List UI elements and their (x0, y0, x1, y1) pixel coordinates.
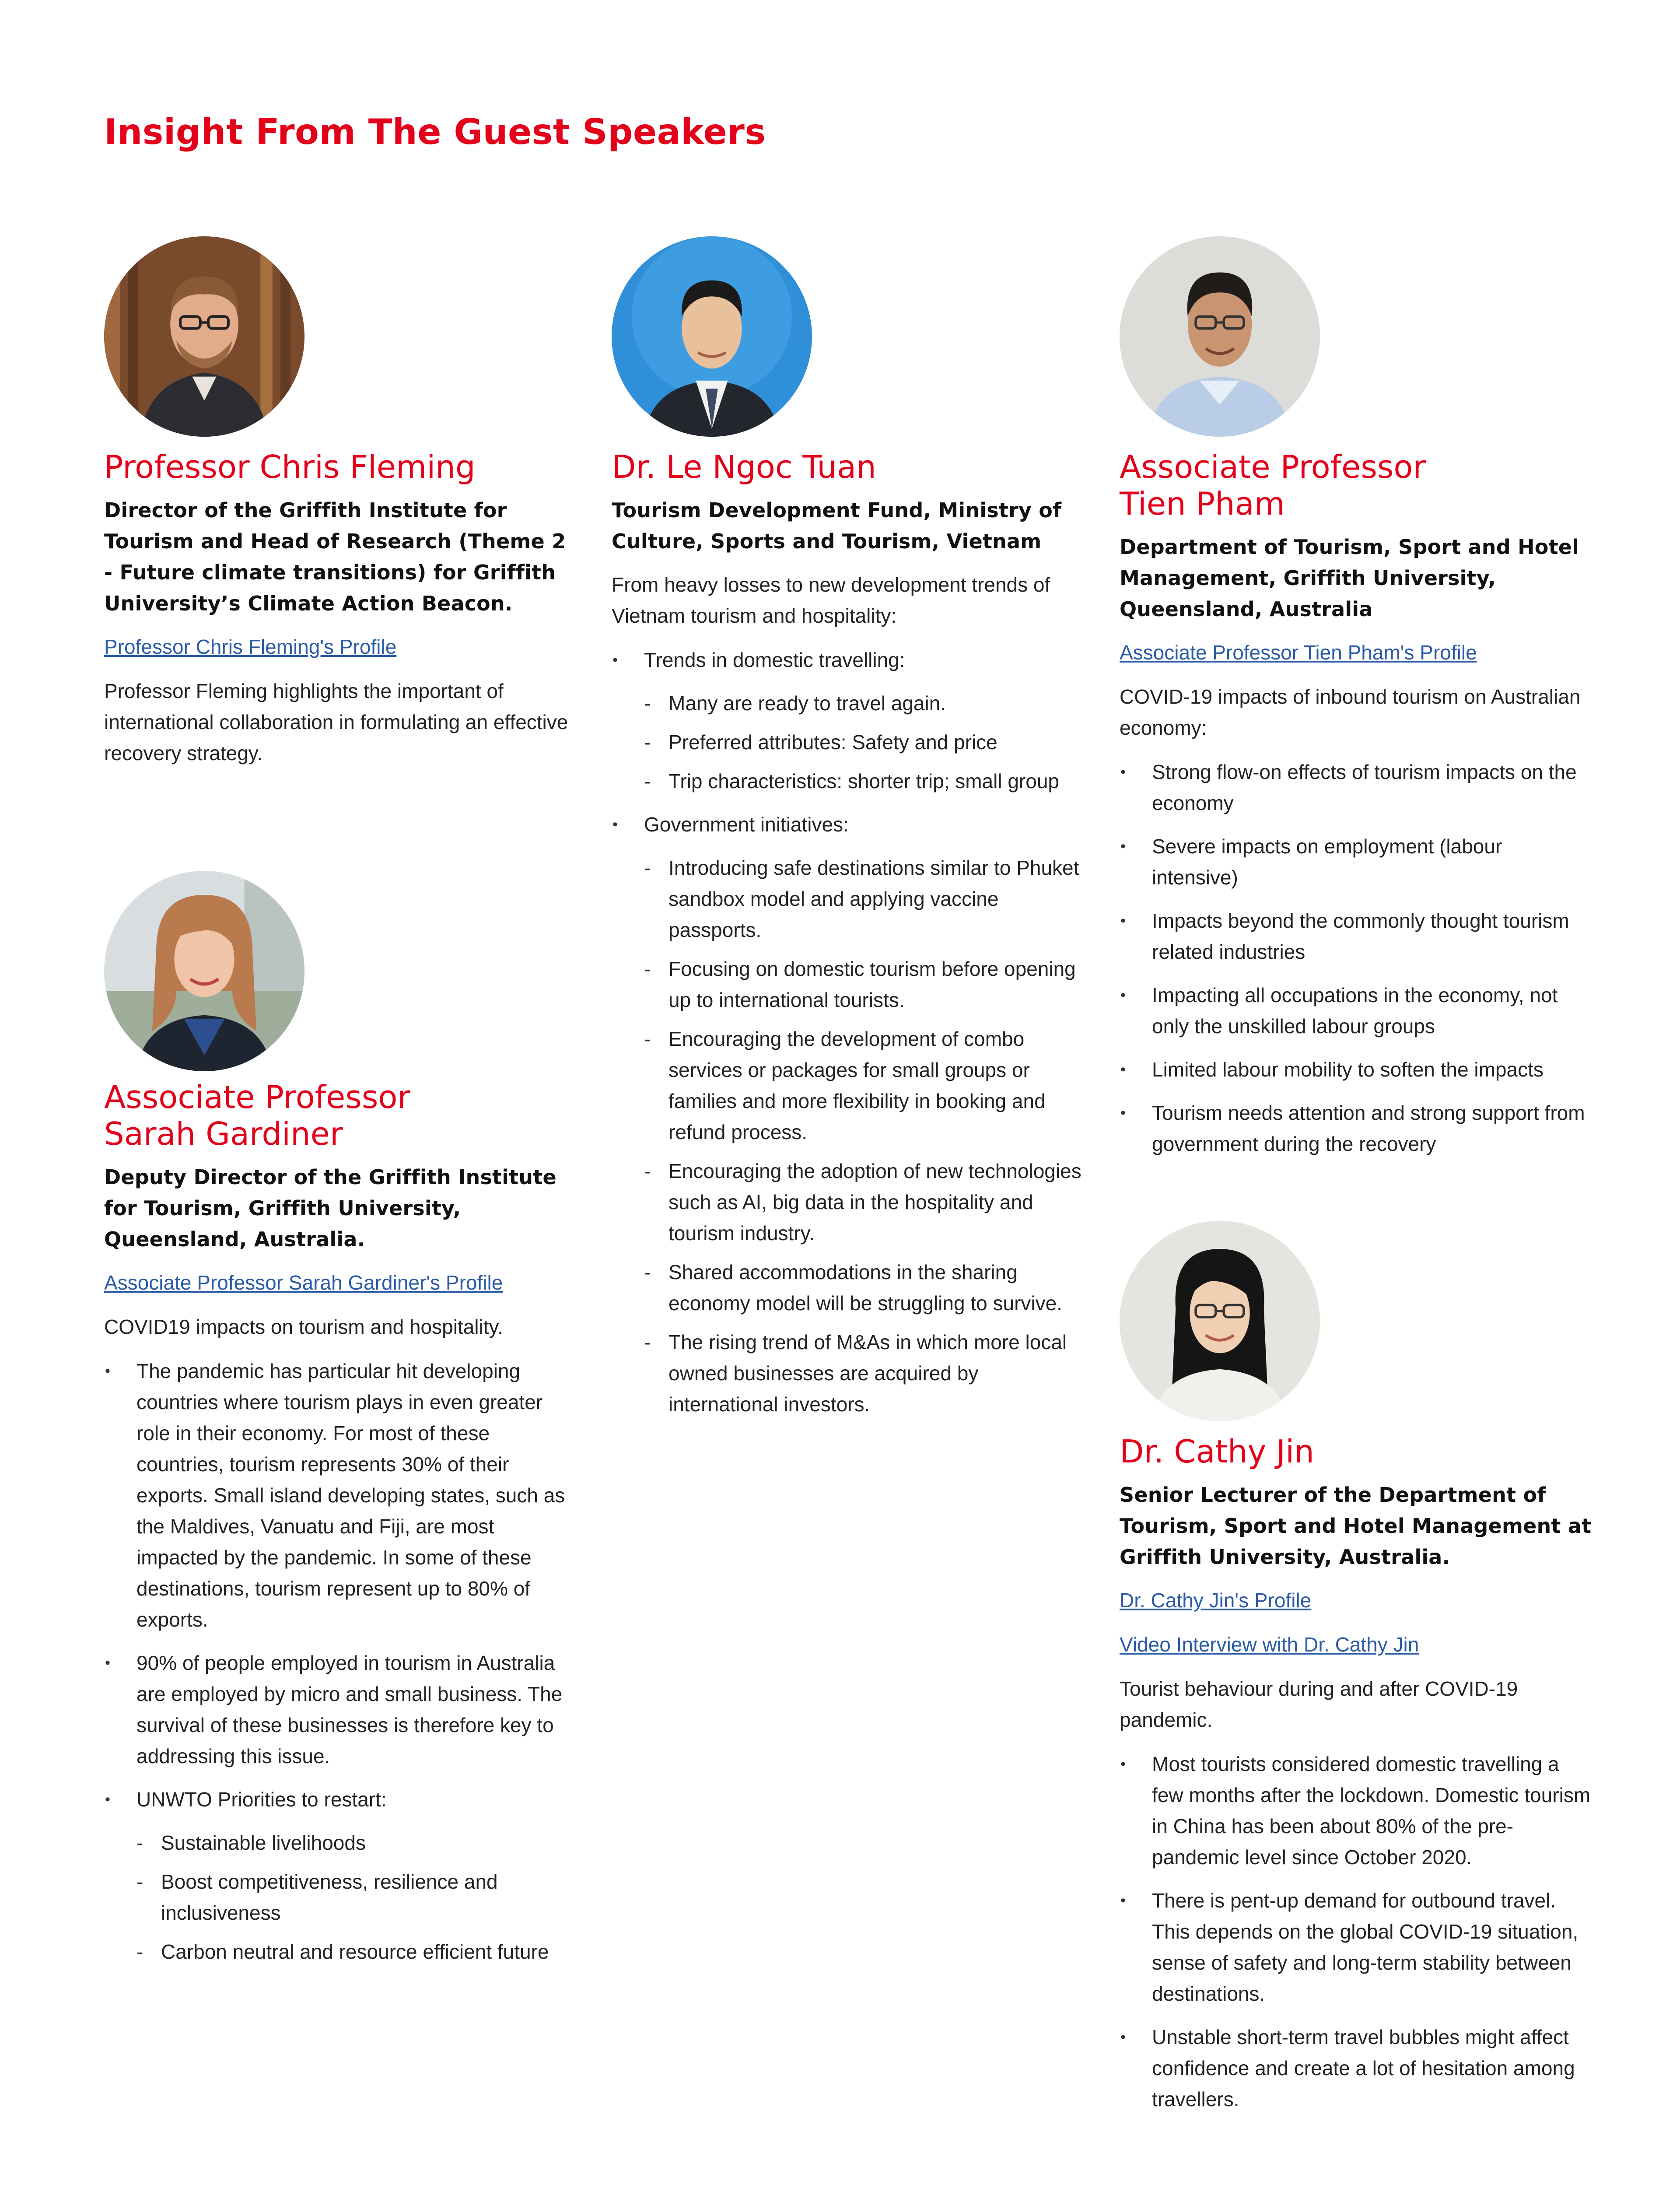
list-item: • Unstable short-term travel bubbles might affect confidence and create a lot of hesitation among travellers. (1120, 2022, 1592, 2115)
speaker-role: Deputy Director of the Griffith Institute for Tourism, Griffith University, Queensland, Australia. (104, 1165, 556, 1251)
bullet-list (1120, 1749, 1592, 2115)
list-item: • There is pent-up demand for outbound travel. This depends on the global COVID-19 situation, sense of safety and long-term stability between destinations. (1120, 1885, 1592, 2009)
list-item-text: UNWTO Priorities to restart: (136, 1788, 387, 1811)
list-item (612, 809, 1084, 1420)
speaker-name-line2: Sarah Gardiner (104, 1115, 343, 1152)
video-interview-link[interactable]: Video Interview with Dr. Cathy Jin (1120, 1633, 1419, 1656)
speaker-photo-tien-pham (1120, 236, 1320, 437)
speaker-photo-cathy-jin (1120, 1221, 1320, 1421)
list-item: • Impacting all occupations in the economy, not only the unskilled labour groups (1120, 980, 1592, 1042)
list-item: • Tourism needs attention and strong support from government during the recovery (1120, 1098, 1592, 1160)
profile-link[interactable]: Associate Professor Sarah Gardiner's Profile (104, 1271, 503, 1294)
portrait-icon (1120, 1221, 1320, 1421)
speaker-photo-le-ngoc-tuan (612, 236, 812, 437)
sub-list-item: - Carbon neutral and resource efficient future (136, 1936, 577, 1967)
list-item (104, 1784, 577, 1967)
speaker-role: Tourism Development Fund, Ministry of Culture, Sports and Tourism, Vietnam (612, 498, 1062, 553)
list-item: • Strong flow-on effects of tourism impacts on the economy (1120, 757, 1592, 819)
list-item (612, 645, 1084, 797)
profile-link[interactable]: Professor Chris Fleming's Profile (104, 635, 397, 658)
speaker-role: Department of Tourism, Sport and Hotel Management, Griffith University, Queensland, Australia (1120, 535, 1579, 621)
sub-list-item: - Introducing safe destinations similar to Phuket sandbox model and applying vaccine passports. (644, 852, 1084, 946)
speaker-card-chris-fleming (104, 449, 577, 782)
sub-list-item: - Focusing on domestic tourism before opening up to international tourists. (644, 954, 1084, 1016)
list-item: • Impacts beyond the commonly thought tourism related industries (1120, 905, 1592, 968)
list-item: • Limited labour mobility to soften the impacts (1120, 1054, 1592, 1085)
list-item-text: Trends in domestic travelling: (644, 649, 905, 671)
speaker-card-cathy-jin (1120, 1433, 1592, 2127)
speaker-name-line2: Tien Pham (1120, 485, 1285, 522)
speaker-role: Director of the Griffith Institute for Tourism and Head of Research (Theme 2 - Future climate transitions) for Griffith University’s Climate Action Beacon. (104, 498, 566, 615)
speaker-summary: Professor Fleming highlights the important of international collaboration in formulating an effective recovery strategy. (104, 680, 568, 764)
speaker-name: Dr. Le Ngoc Tuan (612, 449, 876, 485)
sub-list (644, 688, 1084, 797)
sub-list-item: - The rising trend of M&As in which more local owned businesses are acquired by international investors. (644, 1327, 1084, 1420)
speaker-name (104, 1079, 577, 1152)
speaker-intro: Tourist behaviour during and after COVID-19 pandemic. (1120, 1677, 1518, 1731)
speaker-card-tien-pham (1120, 449, 1592, 1172)
sub-list-item: - Boost competitiveness, resilience and inclusiveness (136, 1866, 577, 1929)
bullet-list (1120, 757, 1592, 1160)
portrait-icon (1120, 236, 1320, 437)
speaker-name (1120, 449, 1592, 522)
speaker-card-le-ngoc-tuan (612, 449, 1084, 1432)
list-item: • 90% of people employed in tourism in Australia are employed by micro and small business. The survival of these businesses is therefore key to addressing this issue. (104, 1648, 577, 1772)
list-item: • The pandemic has particular hit developing countries where tourism plays in even greater role in their economy. For most of these countries, tourism represents 30% of their exports. Small island developing states, such as the Maldives, Vanuatu and Fiji, are most impacted by the pandemic. In some of these destinations, tourism represent up to 80% of exports. (104, 1356, 577, 1635)
speaker-photo-chris-fleming (104, 236, 304, 437)
speaker-intro: From heavy losses to new development trends of Vietnam tourism and hospitality: (612, 573, 1050, 627)
sub-list (136, 1827, 577, 1967)
speaker-intro: COVID19 impacts on tourism and hospitality. (104, 1315, 503, 1338)
profile-link[interactable]: Associate Professor Tien Pham's Profile (1120, 641, 1477, 664)
sub-list-item: - Shared accommodations in the sharing economy model will be struggling to survive. (644, 1257, 1084, 1319)
sub-list-item: - Encouraging the adoption of new technologies such as AI, big data in the hospitality and tourism industry. (644, 1156, 1084, 1249)
portrait-icon (612, 236, 812, 437)
speaker-name-line1: Associate Professor (1120, 449, 1426, 485)
bullet-list (612, 645, 1084, 1420)
list-item: • Most tourists considered domestic travelling a few months after the lockdown. Domestic tourism in China has been about 80% of the pre-pandemic level since October 2020. (1120, 1749, 1592, 1873)
sub-list (644, 852, 1084, 1420)
portrait-icon (104, 871, 304, 1071)
speaker-role: Senior Lecturer of the Department of Tourism, Sport and Hotel Management at Griffith University, Australia. (1120, 1483, 1592, 1569)
speaker-name: Dr. Cathy Jin (1120, 1433, 1314, 1470)
speaker-card-sarah-gardiner (104, 1079, 577, 1980)
speaker-photo-sarah-gardiner (104, 871, 304, 1071)
sub-list-item: - Encouraging the development of combo services or packages for small groups or families and more flexibility in booking and refund process. (644, 1024, 1084, 1148)
sub-list-item: - Preferred attributes: Safety and price (644, 727, 1084, 758)
portrait-icon (104, 236, 304, 437)
speaker-intro: COVID-19 impacts of inbound tourism on Australian economy: (1120, 685, 1581, 739)
sub-list-item: - Trip characteristics: shorter trip; small group (644, 766, 1084, 797)
sub-list-item: - Many are ready to travel again. (644, 688, 1084, 719)
speaker-name-line1: Associate Professor (104, 1079, 410, 1115)
bullet-list (104, 1356, 577, 1967)
profile-link[interactable]: Dr. Cathy Jin's Profile (1120, 1589, 1312, 1612)
list-item-text: Government initiatives: (644, 813, 849, 836)
sub-list-item: - Sustainable livelihoods (136, 1827, 577, 1858)
page-title: Insight From The Guest Speakers (104, 112, 766, 152)
list-item: • Severe impacts on employment (labour intensive) (1120, 831, 1592, 893)
speaker-name: Professor Chris Fleming (104, 449, 476, 485)
